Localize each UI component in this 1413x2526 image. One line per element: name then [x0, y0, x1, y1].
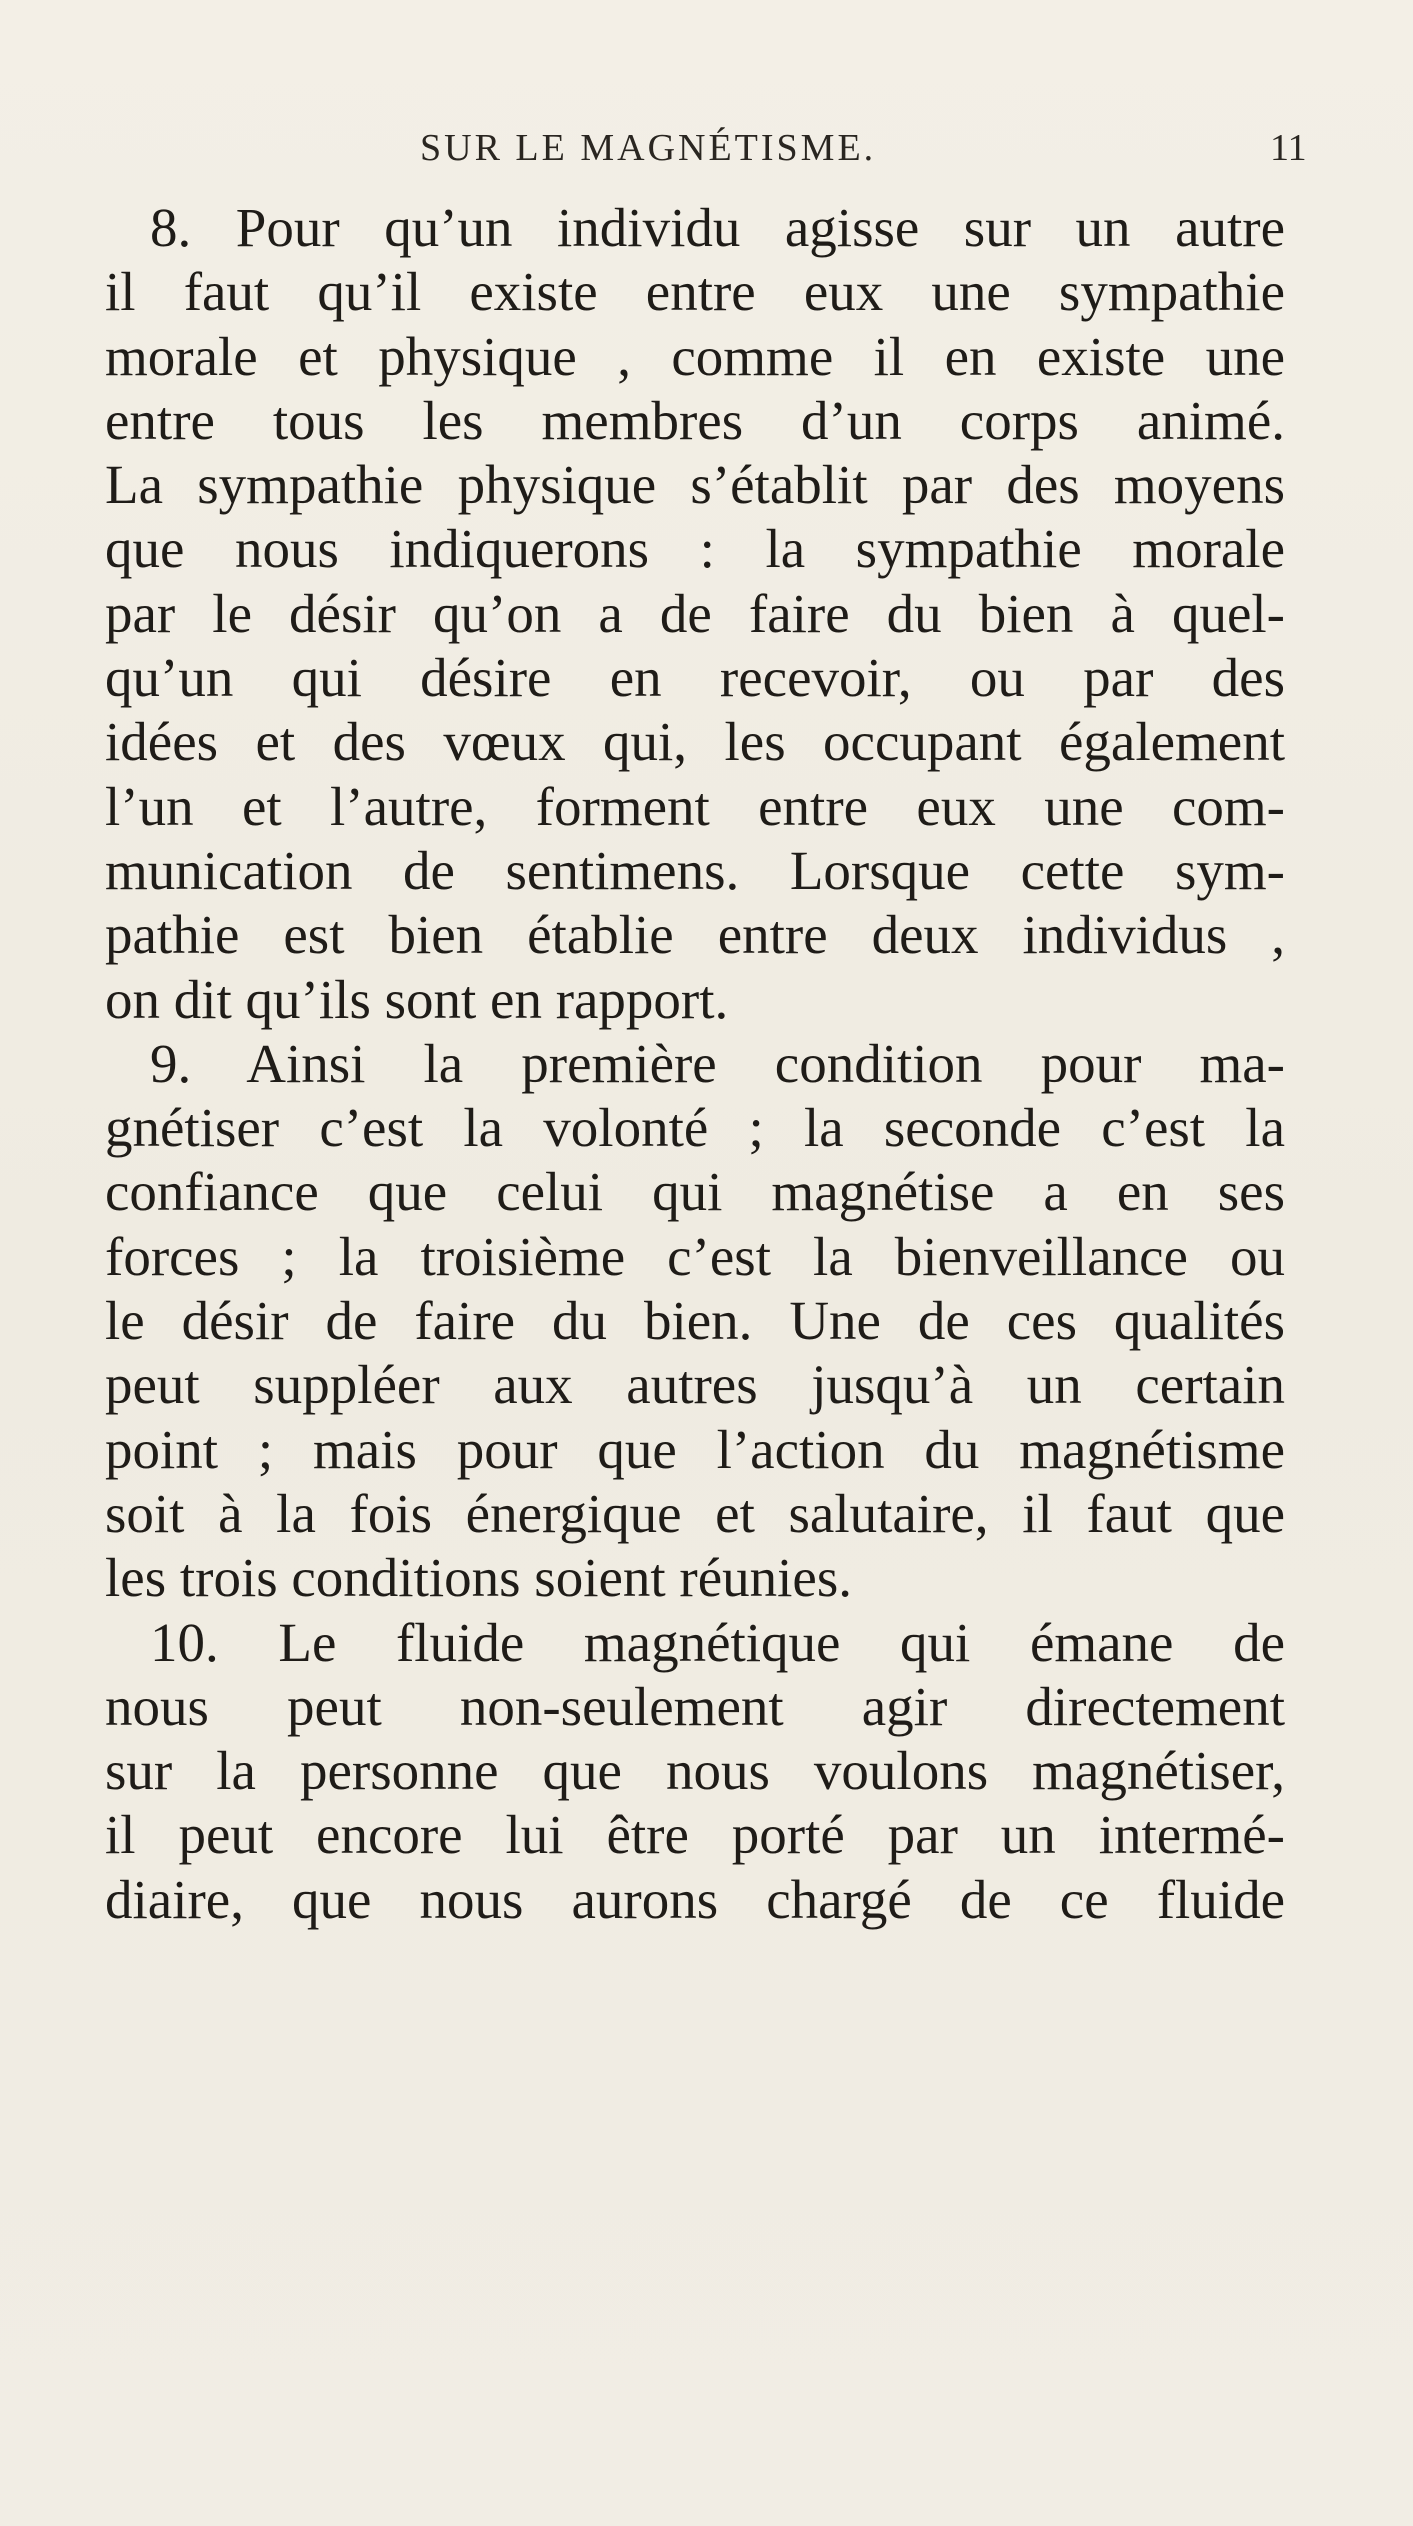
text-line: forces ; la troisième c’est la bienveillance ou: [105, 1225, 1285, 1287]
text-line: diaire, que nous aurons chargé de ce fluide: [105, 1868, 1285, 1930]
text-line: gnétiser c’est la volonté ; la seconde c’est la: [105, 1097, 1285, 1159]
text-line: qu’un qui désire en recevoir, ou par des: [105, 647, 1285, 709]
text-line: il faut qu’il existe entre eux une sympathie: [105, 261, 1285, 323]
text-line: pathie est bien établie entre deux individus ,: [105, 904, 1285, 966]
text-line: idées et des vœux qui, les occupant également: [105, 711, 1285, 773]
text-line: point ; mais pour que l’action du magnétisme: [105, 1418, 1285, 1480]
text-line: les trois conditions soient réunies.: [105, 1547, 852, 1609]
body-text: [105, 196, 1285, 1932]
text-line: 9. Ainsi la première condition pour ma-: [150, 1032, 1285, 1094]
text-line: nous peut non-seulement agir directement: [105, 1675, 1285, 1737]
text-line: soit à la fois énergique et salutaire, il faut que: [105, 1482, 1285, 1544]
text-line: on dit qu’ils sont en rapport.: [105, 968, 729, 1030]
text-line: le désir de faire du bien. Une de ces qualités: [105, 1290, 1285, 1352]
text-line: morale et physique , comme il en existe une: [105, 325, 1285, 387]
text-line: 10. Le fluide magnétique qui émane de: [150, 1611, 1285, 1673]
text-line: munication de sentimens. Lorsque cette sym-: [105, 839, 1285, 901]
text-line: il peut encore lui être porté par un intermé-: [105, 1804, 1285, 1866]
running-head: [0, 126, 1413, 186]
text-line: entre tous les membres d’un corps animé.: [105, 389, 1285, 451]
text-line: confiance que celui qui magnétise a en ses: [105, 1161, 1285, 1223]
page-number: 11: [1270, 127, 1307, 169]
text-line: l’un et l’autre, forment entre eux une com-: [105, 775, 1285, 837]
text-line: peut suppléer aux autres jusqu’à un certain: [105, 1354, 1285, 1416]
text-line: par le désir qu’on a de faire du bien à quel-: [105, 582, 1285, 644]
text-line: que nous indiquerons : la sympathie morale: [105, 518, 1285, 580]
running-title: SUR LE MAGNÉTISME.: [420, 127, 877, 169]
text-line: La sympathie physique s’établit par des moyens: [105, 454, 1285, 516]
text-line: 8. Pour qu’un individu agisse sur un autre: [150, 197, 1285, 258]
text-line: sur la personne que nous voulons magnétiser,: [105, 1740, 1285, 1802]
